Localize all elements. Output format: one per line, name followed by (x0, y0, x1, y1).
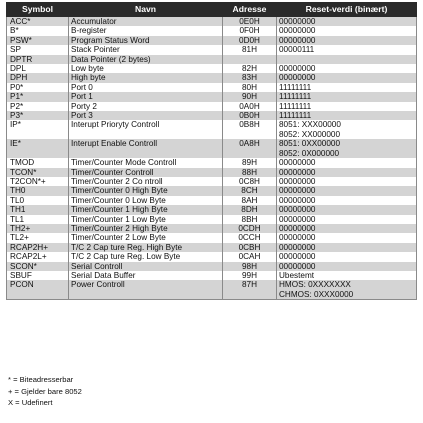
register-table (6, 2, 417, 300)
cell-reset: 8052: 0X000000 (277, 149, 417, 158)
table-row (7, 271, 417, 280)
cell-symbol (7, 290, 69, 300)
cell-symbol: DPH (7, 73, 69, 82)
cell-navn: Timer/Counter 2 Low Byte (69, 233, 223, 242)
table-row (7, 111, 417, 120)
column-header-reset: Reset-verdi (binært) (277, 3, 417, 17)
cell-reset: 00000000 (277, 26, 417, 35)
cell-navn: Port 3 (69, 111, 223, 120)
cell-symbol: B* (7, 26, 69, 35)
cell-symbol: DPTR (7, 55, 69, 64)
cell-reset: 00000000 (277, 196, 417, 205)
cell-symbol: TMOD (7, 158, 69, 167)
table-row (7, 233, 417, 242)
cell-symbol: P2* (7, 102, 69, 111)
cell-symbol: T2CON*+ (7, 177, 69, 186)
cell-adresse (223, 55, 277, 64)
cell-symbol (7, 149, 69, 158)
cell-reset: Ubestemt (277, 271, 417, 280)
table-row (7, 102, 417, 111)
table-row (7, 177, 417, 186)
cell-reset: 00000000 (277, 36, 417, 45)
cell-navn: Power Controll (69, 280, 223, 289)
cell-adresse: 0A8H (223, 139, 277, 148)
cell-symbol: PCON (7, 280, 69, 289)
cell-reset: 00000000 (277, 186, 417, 195)
cell-symbol: TH2+ (7, 224, 69, 233)
cell-navn: Program Status Word (69, 36, 223, 45)
cell-navn: B-register (69, 26, 223, 35)
table-row (7, 224, 417, 233)
legend-item: X = Udefinert (8, 398, 53, 407)
cell-adresse: 0F0H (223, 26, 277, 35)
cell-reset: CHMOS: 0XXX0000 (277, 290, 417, 300)
cell-reset: 00000000 (277, 262, 417, 271)
cell-navn: Serial Controll (69, 262, 223, 271)
cell-adresse: 0CAH (223, 252, 277, 261)
cell-symbol: IP* (7, 120, 69, 129)
cell-symbol: TL1 (7, 215, 69, 224)
cell-adresse: 82H (223, 64, 277, 73)
table-row (7, 92, 417, 101)
cell-navn: T/C 2 Cap ture Reg. Low Byte (69, 252, 223, 261)
cell-navn: Data Pointer (2 bytes) (69, 55, 223, 64)
cell-adresse: 87H (223, 280, 277, 289)
cell-reset: 00000000 (277, 243, 417, 252)
cell-reset: HMOS: 0XXXXXXX (277, 280, 417, 289)
table-row (7, 55, 417, 64)
cell-navn: Interupt Enable Controll (69, 139, 223, 148)
cell-navn (69, 130, 223, 139)
cell-symbol: P0* (7, 83, 69, 92)
cell-symbol (7, 130, 69, 139)
table-row (7, 158, 417, 167)
cell-adresse: 0B0H (223, 111, 277, 120)
cell-symbol: TH1 (7, 205, 69, 214)
column-header-symbol: Symbol (7, 3, 69, 17)
cell-adresse: 89H (223, 158, 277, 167)
cell-adresse (223, 149, 277, 158)
register-table-sheet (6, 2, 416, 300)
cell-navn: T/C 2 Cap ture Reg. High Byte (69, 243, 223, 252)
cell-adresse: 8BH (223, 215, 277, 224)
cell-adresse: 0CDH (223, 224, 277, 233)
cell-navn: High byte (69, 73, 223, 82)
cell-navn: Timer/Counter 2 Co ntroll (69, 177, 223, 186)
cell-symbol: IE* (7, 139, 69, 148)
cell-navn: Porty 2 (69, 102, 223, 111)
table-row (7, 26, 417, 35)
cell-reset: 00000000 (277, 158, 417, 167)
cell-adresse: 88H (223, 168, 277, 177)
cell-reset: 11111111 (277, 102, 417, 111)
cell-reset: 11111111 (277, 92, 417, 101)
table-row (7, 215, 417, 224)
table-row (7, 17, 417, 27)
cell-adresse: 80H (223, 83, 277, 92)
table-row (7, 186, 417, 195)
cell-navn: Port 0 (69, 83, 223, 92)
cell-navn: Serial Data Buffer (69, 271, 223, 280)
cell-adresse: 0B8H (223, 120, 277, 129)
cell-adresse: 0C8H (223, 177, 277, 186)
table-row (7, 139, 417, 148)
cell-navn: Timer/Counter 0 High Byte (69, 186, 223, 195)
cell-symbol: P1* (7, 92, 69, 101)
cell-reset: 00000000 (277, 177, 417, 186)
cell-reset (277, 55, 417, 64)
table-row (7, 149, 417, 158)
table-header-row (7, 3, 417, 17)
cell-navn: Interupt Prioryty Controll (69, 120, 223, 129)
table-row (7, 120, 417, 129)
cell-navn: Port 1 (69, 92, 223, 101)
column-header-navn: Navn (69, 3, 223, 17)
cell-navn: Accumulator (69, 17, 223, 27)
cell-navn: Timer/Counter Mode Controll (69, 158, 223, 167)
cell-adresse: 0E0H (223, 17, 277, 27)
table-row (7, 73, 417, 82)
cell-symbol: P3* (7, 111, 69, 120)
cell-adresse: 99H (223, 271, 277, 280)
cell-adresse (223, 290, 277, 300)
cell-symbol: TL2+ (7, 233, 69, 242)
cell-navn (69, 290, 223, 300)
cell-adresse (223, 130, 277, 139)
cell-reset: 11111111 (277, 111, 417, 120)
table-row (7, 252, 417, 261)
cell-symbol: RCAP2L+ (7, 252, 69, 261)
cell-adresse: 83H (223, 73, 277, 82)
cell-symbol: DPL (7, 64, 69, 73)
cell-navn: Timer/Counter Controll (69, 168, 223, 177)
cell-reset: 8051: XXX00000 (277, 120, 417, 129)
cell-reset: 00000000 (277, 205, 417, 214)
legend-item: + = Gjelder bare 8052 (8, 386, 82, 396)
cell-adresse: 8DH (223, 205, 277, 214)
cell-navn: Timer/Counter 1 Low Byte (69, 215, 223, 224)
cell-adresse: 8CH (223, 186, 277, 195)
table-row (7, 45, 417, 54)
cell-navn (69, 149, 223, 158)
table-row (7, 130, 417, 139)
column-header-adresse: Adresse (223, 3, 277, 17)
cell-navn: Timer/Counter 1 High Byte (69, 205, 223, 214)
table-row (7, 168, 417, 177)
cell-reset: 00000000 (277, 73, 417, 82)
cell-adresse: 0D0H (223, 36, 277, 45)
table-row (7, 36, 417, 45)
cell-reset: 00000000 (277, 64, 417, 73)
cell-navn: Low byte (69, 64, 223, 73)
cell-adresse: 0A0H (223, 102, 277, 111)
cell-navn: Timer/Counter 0 Low Byte (69, 196, 223, 205)
cell-symbol: SBUF (7, 271, 69, 280)
table-row (7, 243, 417, 252)
table-row (7, 83, 417, 92)
legend-item: * = Biteadresserbar (8, 375, 74, 384)
cell-symbol: SCON* (7, 262, 69, 271)
cell-reset: 00000000 (277, 168, 417, 177)
cell-reset: 00000000 (277, 17, 417, 27)
cell-reset: 8051: 0XX00000 (277, 139, 417, 148)
cell-symbol: TH0 (7, 186, 69, 195)
legend (8, 375, 82, 410)
table-row (7, 196, 417, 205)
table-row (7, 262, 417, 271)
cell-symbol: TCON* (7, 168, 69, 177)
cell-reset: 00000000 (277, 252, 417, 261)
cell-reset: 00000111 (277, 45, 417, 54)
cell-adresse: 98H (223, 262, 277, 271)
cell-adresse: 0CBH (223, 243, 277, 252)
cell-reset: 00000000 (277, 215, 417, 224)
table-row (7, 280, 417, 289)
cell-reset: 00000000 (277, 224, 417, 233)
cell-adresse: 81H (223, 45, 277, 54)
cell-reset: 00000000 (277, 233, 417, 242)
cell-symbol: PSW* (7, 36, 69, 45)
cell-symbol: TL0 (7, 196, 69, 205)
cell-navn: Timer/Counter 2 High Byte (69, 224, 223, 233)
cell-symbol: ACC* (7, 17, 69, 27)
table-row (7, 64, 417, 73)
cell-adresse: 90H (223, 92, 277, 101)
table-row (7, 205, 417, 214)
table-body (7, 17, 417, 300)
cell-adresse: 8AH (223, 196, 277, 205)
cell-reset: 8052: XX000000 (277, 130, 417, 139)
cell-navn: Stack Pointer (69, 45, 223, 54)
cell-symbol: RCAP2H+ (7, 243, 69, 252)
cell-symbol: SP (7, 45, 69, 54)
cell-adresse: 0CCH (223, 233, 277, 242)
table-row (7, 290, 417, 300)
cell-reset: 11111111 (277, 83, 417, 92)
